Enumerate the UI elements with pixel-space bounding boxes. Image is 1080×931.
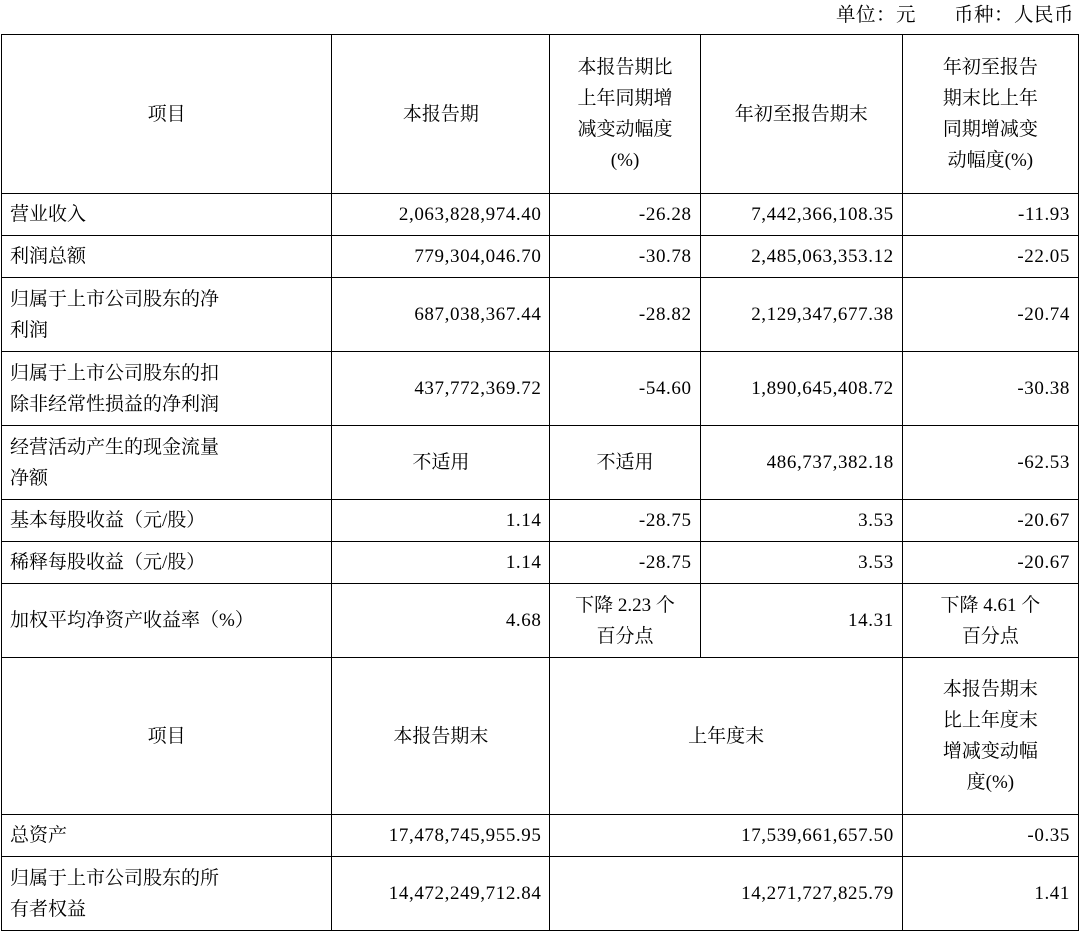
table-row [2,236,1079,278]
row-current-value: 4.68 [332,584,550,658]
header-line: 本报告期末 [942,679,1038,700]
header-line: 度(%) [966,772,1015,793]
currency-label: 币种：人民币 [953,5,1074,26]
row-item-label: 基本每股收益（元/股） [2,500,332,542]
row-item-label [2,857,332,931]
row-item-label: 加权平均净资产收益率（%） [2,584,332,658]
table-row [2,194,1079,236]
table-row [2,584,1079,658]
row-period-end-value: 14,472,249,712.84 [332,857,550,931]
row-ytd-value: 3.53 [700,542,902,584]
unit-label: 单位：元 [835,5,916,26]
quarterly-financial-table [1,34,1079,931]
row-ytd-change-value: -20.74 [902,278,1078,352]
row-ytd-change-value: -62.53 [902,426,1078,500]
table-row [2,352,1079,426]
header-line: 年初至报告 [942,57,1038,78]
row-change-value: -0.35 [902,815,1078,857]
row-change-value: -28.82 [550,278,700,352]
table-row [2,542,1079,584]
row-change-value: -26.28 [550,194,700,236]
header-line: (%) [610,150,640,171]
row-ytd-change-value: -22.05 [902,236,1078,278]
row-ytd-value: 486,737,382.18 [700,426,902,500]
header-ytd-change [902,35,1078,194]
row-change-line: 下降 2.23 个 [575,594,675,616]
row-change-line: 百分点 [596,625,654,647]
row-last-year-end-value: 17,539,661,657.50 [550,815,902,857]
row-ytd-change-value: -30.38 [902,352,1078,426]
header-line: 动幅度(%) [947,150,1034,171]
row-current-value: 2,063,828,974.40 [332,194,550,236]
row-ytd-value: 2,485,063,353.12 [700,236,902,278]
header-change-vs-last-year [550,35,700,194]
header-line: 上年同期增 [577,88,673,109]
table-row [2,426,1079,500]
row-ytd-change-value: -20.67 [902,542,1078,584]
row-item-label [2,278,332,352]
row-change-value: 1.41 [902,857,1078,931]
table-row [2,500,1079,542]
header-line: 期末比上年 [942,88,1038,109]
table-row [2,278,1079,352]
row-ytd-change-value: -11.93 [902,194,1078,236]
row-current-value: 437,772,369.72 [332,352,550,426]
header-item: 项目 [2,658,332,815]
row-ytd-change-line: 百分点 [961,625,1019,647]
row-ytd-change-value: -20.67 [902,500,1078,542]
row-change-value: -30.78 [550,236,700,278]
row-item-label [2,352,332,426]
row-item-label: 稀释每股收益（元/股） [2,542,332,584]
row-item-line: 归属于上市公司股东的扣 [10,362,220,384]
table-header-row [2,35,1079,194]
row-last-year-end-value: 14,271,727,825.79 [550,857,902,931]
row-item-line: 经营活动产生的现金流量 [10,436,220,458]
table-row [2,857,1079,931]
row-ytd-value: 2,129,347,677.38 [700,278,902,352]
row-item-line: 有者权益 [10,898,87,920]
row-change-value: -28.75 [550,542,700,584]
row-current-value: 1.14 [332,542,550,584]
row-ytd-value: 14.31 [700,584,902,658]
row-current-value: 不适用 [332,426,550,500]
row-item-line: 除非经常性损益的净利润 [10,393,220,415]
table-row [2,815,1079,857]
row-item-label: 总资产 [2,815,332,857]
header-line: 本报告期比 [577,57,673,78]
row-ytd-value: 1,890,645,408.72 [700,352,902,426]
row-ytd-value: 3.53 [700,500,902,542]
row-ytd-value: 7,442,366,108.35 [700,194,902,236]
row-ytd-change-line: 下降 4.61 个 [940,594,1041,616]
row-ytd-change-value [902,584,1078,658]
row-item-label [2,426,332,500]
row-change-value: -28.75 [550,500,700,542]
header-line: 减变动幅度 [577,119,673,140]
header-last-year-end: 上年度末 [550,658,902,815]
row-item-line: 净额 [10,467,49,489]
row-current-value: 1.14 [332,500,550,542]
row-current-value: 779,304,046.70 [332,236,550,278]
row-change-value: -54.60 [550,352,700,426]
row-period-end-value: 17,478,745,955.95 [332,815,550,857]
row-item-line: 归属于上市公司股东的所 [10,867,220,889]
header-line: 同期增减变 [942,119,1038,140]
header-line: 比上年度末 [942,710,1038,731]
row-change-value: 不适用 [550,426,700,500]
balance-header-row [2,658,1079,815]
header-line: 增减变动幅 [942,741,1038,762]
row-item-label: 利润总额 [2,236,332,278]
row-item-line: 利润 [10,319,49,341]
header-current-period: 本报告期 [332,35,550,194]
header-balance-change [902,658,1078,815]
row-change-value [550,584,700,658]
row-item-label: 营业收入 [2,194,332,236]
row-item-line: 归属于上市公司股东的净 [10,288,220,310]
header-ytd: 年初至报告期末 [700,35,902,194]
header-item: 项目 [2,35,332,194]
row-current-value: 687,038,367.44 [332,278,550,352]
header-period-end: 本报告期末 [332,658,550,815]
unit-currency-line [0,0,1080,34]
